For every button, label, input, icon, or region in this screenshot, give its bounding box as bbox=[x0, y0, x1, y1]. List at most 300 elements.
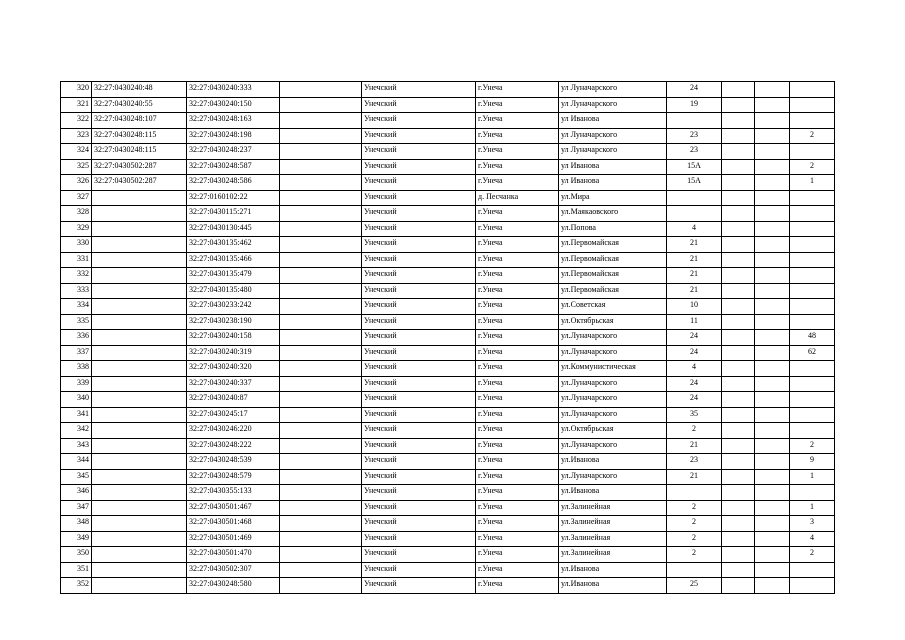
settlement: г.Унеча bbox=[476, 376, 559, 392]
table-row bbox=[61, 392, 835, 408]
district: Унечский bbox=[362, 113, 476, 129]
house-number: 2 bbox=[667, 531, 722, 547]
parent-cadastral-number bbox=[92, 206, 187, 222]
empty-cell bbox=[755, 268, 790, 284]
empty-cell bbox=[722, 531, 755, 547]
house-number: 24 bbox=[667, 392, 722, 408]
district: Унечский bbox=[362, 97, 476, 113]
apartment-number bbox=[790, 97, 835, 113]
street: ул Луначарского bbox=[559, 82, 667, 98]
cadastral-number: 32:27:0160102:22 bbox=[187, 190, 280, 206]
empty-cell bbox=[280, 206, 362, 222]
house-number: 4 bbox=[667, 221, 722, 237]
parent-cadastral-number bbox=[92, 190, 187, 206]
empty-cell bbox=[280, 438, 362, 454]
row-number: 327 bbox=[61, 190, 92, 206]
empty-cell bbox=[755, 392, 790, 408]
parent-cadastral-number bbox=[92, 221, 187, 237]
empty-cell bbox=[755, 516, 790, 532]
empty-cell bbox=[722, 562, 755, 578]
street: ул.Залинейная bbox=[559, 516, 667, 532]
house-number: 21 bbox=[667, 469, 722, 485]
street: ул.Иванова bbox=[559, 562, 667, 578]
empty-cell bbox=[280, 392, 362, 408]
empty-cell bbox=[722, 299, 755, 315]
district: Унечский bbox=[362, 128, 476, 144]
house-number: 21 bbox=[667, 252, 722, 268]
district: Унечский bbox=[362, 578, 476, 594]
cadastral-number: 32:27:0430501:467 bbox=[187, 500, 280, 516]
empty-cell bbox=[722, 407, 755, 423]
district: Унечский bbox=[362, 392, 476, 408]
empty-cell bbox=[280, 454, 362, 470]
table-row bbox=[61, 175, 835, 191]
apartment-number: 62 bbox=[790, 345, 835, 361]
cadastral-number: 32:27:0430502:307 bbox=[187, 562, 280, 578]
empty-cell bbox=[722, 237, 755, 253]
cadastral-number: 32:27:0430501:468 bbox=[187, 516, 280, 532]
empty-cell bbox=[722, 376, 755, 392]
settlement: г.Унеча bbox=[476, 113, 559, 129]
apartment-number bbox=[790, 206, 835, 222]
row-number: 340 bbox=[61, 392, 92, 408]
house-number bbox=[667, 562, 722, 578]
district: Унечский bbox=[362, 423, 476, 439]
district: Унечский bbox=[362, 361, 476, 377]
house-number: 24 bbox=[667, 82, 722, 98]
row-number: 320 bbox=[61, 82, 92, 98]
cadastral-number: 32:27:0430501:470 bbox=[187, 547, 280, 563]
empty-cell bbox=[280, 299, 362, 315]
empty-cell bbox=[755, 438, 790, 454]
empty-cell bbox=[722, 113, 755, 129]
row-number: 321 bbox=[61, 97, 92, 113]
empty-cell bbox=[280, 469, 362, 485]
empty-cell bbox=[755, 299, 790, 315]
apartment-number: 2 bbox=[790, 438, 835, 454]
table-row bbox=[61, 562, 835, 578]
cadastral-number: 32:27:0430240:337 bbox=[187, 376, 280, 392]
district: Унечский bbox=[362, 299, 476, 315]
settlement: г.Унеча bbox=[476, 314, 559, 330]
row-number: 323 bbox=[61, 128, 92, 144]
empty-cell bbox=[755, 330, 790, 346]
settlement: г.Унеча bbox=[476, 159, 559, 175]
cadastral-number: 32:27:0430240:333 bbox=[187, 82, 280, 98]
empty-cell bbox=[280, 547, 362, 563]
row-number: 335 bbox=[61, 314, 92, 330]
street: ул Иванова bbox=[559, 113, 667, 129]
apartment-number bbox=[790, 113, 835, 129]
district: Унечский bbox=[362, 82, 476, 98]
parent-cadastral-number bbox=[92, 252, 187, 268]
row-number: 344 bbox=[61, 454, 92, 470]
empty-cell bbox=[722, 345, 755, 361]
settlement: д. Песчанка bbox=[476, 190, 559, 206]
settlement: г.Унеча bbox=[476, 221, 559, 237]
table-row bbox=[61, 128, 835, 144]
settlement: г.Унеча bbox=[476, 454, 559, 470]
apartment-number bbox=[790, 283, 835, 299]
table-row bbox=[61, 159, 835, 175]
house-number: 24 bbox=[667, 345, 722, 361]
empty-cell bbox=[280, 221, 362, 237]
table-row bbox=[61, 283, 835, 299]
empty-cell bbox=[722, 469, 755, 485]
parent-cadastral-number: 32:27:0430248:115 bbox=[92, 128, 187, 144]
cadastral-number: 32:27:0430135:462 bbox=[187, 237, 280, 253]
street: ул.Залинейная bbox=[559, 531, 667, 547]
cadastral-number: 32:27:0430245:17 bbox=[187, 407, 280, 423]
empty-cell bbox=[755, 407, 790, 423]
apartment-number: 3 bbox=[790, 516, 835, 532]
row-number: 343 bbox=[61, 438, 92, 454]
cadastral-number: 32:27:0430135:466 bbox=[187, 252, 280, 268]
empty-cell bbox=[280, 361, 362, 377]
empty-cell bbox=[722, 578, 755, 594]
parent-cadastral-number bbox=[92, 345, 187, 361]
cadastral-number: 32:27:0430135:480 bbox=[187, 283, 280, 299]
empty-cell bbox=[280, 268, 362, 284]
house-number: 23 bbox=[667, 128, 722, 144]
cadastral-number: 32:27:0430240:150 bbox=[187, 97, 280, 113]
house-number: 2 bbox=[667, 500, 722, 516]
district: Унечский bbox=[362, 438, 476, 454]
apartment-number bbox=[790, 314, 835, 330]
settlement: г.Унеча bbox=[476, 392, 559, 408]
district: Унечский bbox=[362, 144, 476, 160]
empty-cell bbox=[280, 345, 362, 361]
row-number: 332 bbox=[61, 268, 92, 284]
empty-cell bbox=[755, 500, 790, 516]
cadastral-number: 32:27:0430248:586 bbox=[187, 175, 280, 191]
parent-cadastral-number bbox=[92, 314, 187, 330]
street: ул Луначарского bbox=[559, 128, 667, 144]
parent-cadastral-number bbox=[92, 283, 187, 299]
empty-cell bbox=[280, 252, 362, 268]
cadastral-number: 32:27:0430130:445 bbox=[187, 221, 280, 237]
settlement: г.Унеча bbox=[476, 206, 559, 222]
street: ул.Попова bbox=[559, 221, 667, 237]
parent-cadastral-number: 32:27:0430502:287 bbox=[92, 175, 187, 191]
empty-cell bbox=[722, 159, 755, 175]
district: Унечский bbox=[362, 376, 476, 392]
table-row bbox=[61, 113, 835, 129]
apartment-number: 2 bbox=[790, 547, 835, 563]
empty-cell bbox=[722, 97, 755, 113]
house-number: 21 bbox=[667, 438, 722, 454]
apartment-number bbox=[790, 190, 835, 206]
house-number: 21 bbox=[667, 283, 722, 299]
house-number: 24 bbox=[667, 376, 722, 392]
empty-cell bbox=[755, 314, 790, 330]
street: ул Иванова bbox=[559, 175, 667, 191]
parent-cadastral-number bbox=[92, 330, 187, 346]
parent-cadastral-number bbox=[92, 485, 187, 501]
table-row bbox=[61, 314, 835, 330]
settlement: г.Унеча bbox=[476, 516, 559, 532]
parent-cadastral-number: 32:27:0430240:55 bbox=[92, 97, 187, 113]
cadastral-number: 32:27:0430248:198 bbox=[187, 128, 280, 144]
cadastral-number: 32:27:0430501:469 bbox=[187, 531, 280, 547]
table-row bbox=[61, 578, 835, 594]
empty-cell bbox=[755, 283, 790, 299]
table-row bbox=[61, 252, 835, 268]
row-number: 346 bbox=[61, 485, 92, 501]
empty-cell bbox=[280, 500, 362, 516]
district: Унечский bbox=[362, 190, 476, 206]
cadastral-number: 32:27:0430135:479 bbox=[187, 268, 280, 284]
empty-cell bbox=[280, 516, 362, 532]
empty-cell bbox=[280, 97, 362, 113]
empty-cell bbox=[722, 221, 755, 237]
house-number: 15А bbox=[667, 175, 722, 191]
settlement: г.Унеча bbox=[476, 82, 559, 98]
district: Унечский bbox=[362, 547, 476, 563]
cadastral-number: 32:27:0430248:579 bbox=[187, 469, 280, 485]
row-number: 325 bbox=[61, 159, 92, 175]
row-number: 336 bbox=[61, 330, 92, 346]
apartment-number bbox=[790, 252, 835, 268]
street: ул Иванова bbox=[559, 159, 667, 175]
empty-cell bbox=[722, 547, 755, 563]
empty-cell bbox=[755, 113, 790, 129]
apartment-number bbox=[790, 299, 835, 315]
empty-cell bbox=[280, 562, 362, 578]
district: Унечский bbox=[362, 500, 476, 516]
empty-cell bbox=[722, 252, 755, 268]
district: Унечский bbox=[362, 454, 476, 470]
house-number: 11 bbox=[667, 314, 722, 330]
street: ул.Иванова bbox=[559, 578, 667, 594]
apartment-number bbox=[790, 361, 835, 377]
parent-cadastral-number: 32:27:0430502:287 bbox=[92, 159, 187, 175]
settlement: г.Унеча bbox=[476, 268, 559, 284]
street: ул.Луначарского bbox=[559, 469, 667, 485]
cadastral-number: 32:27:0430248:587 bbox=[187, 159, 280, 175]
empty-cell bbox=[755, 454, 790, 470]
cadastral-number: 32:27:0430115:271 bbox=[187, 206, 280, 222]
table-row bbox=[61, 500, 835, 516]
empty-cell bbox=[722, 268, 755, 284]
district: Унечский bbox=[362, 516, 476, 532]
settlement: г.Унеча bbox=[476, 547, 559, 563]
settlement: г.Унеча bbox=[476, 299, 559, 315]
empty-cell bbox=[280, 407, 362, 423]
row-number: 331 bbox=[61, 252, 92, 268]
table-row bbox=[61, 361, 835, 377]
apartment-number: 1 bbox=[790, 175, 835, 191]
settlement: г.Унеча bbox=[476, 531, 559, 547]
row-number: 347 bbox=[61, 500, 92, 516]
empty-cell bbox=[755, 361, 790, 377]
apartment-number: 9 bbox=[790, 454, 835, 470]
apartment-number bbox=[790, 237, 835, 253]
empty-cell bbox=[280, 190, 362, 206]
street: ул.Иванова bbox=[559, 485, 667, 501]
row-number: 333 bbox=[61, 283, 92, 299]
apartment-number: 1 bbox=[790, 500, 835, 516]
table-row bbox=[61, 423, 835, 439]
district: Унечский bbox=[362, 268, 476, 284]
settlement: г.Унеча bbox=[476, 144, 559, 160]
row-number: 330 bbox=[61, 237, 92, 253]
apartment-number bbox=[790, 562, 835, 578]
row-number: 339 bbox=[61, 376, 92, 392]
street: ул.Октябрьская bbox=[559, 314, 667, 330]
empty-cell bbox=[722, 423, 755, 439]
street: ул.Октябрьская bbox=[559, 423, 667, 439]
street: ул.Луначарского bbox=[559, 438, 667, 454]
street: ул.Залинейная bbox=[559, 500, 667, 516]
empty-cell bbox=[722, 82, 755, 98]
settlement: г.Унеча bbox=[476, 485, 559, 501]
row-number: 334 bbox=[61, 299, 92, 315]
parent-cadastral-number bbox=[92, 578, 187, 594]
row-number: 338 bbox=[61, 361, 92, 377]
street: ул Луначарского bbox=[559, 97, 667, 113]
empty-cell bbox=[280, 237, 362, 253]
cadastral-number: 32:27:0430240:158 bbox=[187, 330, 280, 346]
empty-cell bbox=[755, 206, 790, 222]
parent-cadastral-number bbox=[92, 268, 187, 284]
cadastral-number: 32:27:0430248:580 bbox=[187, 578, 280, 594]
empty-cell bbox=[722, 314, 755, 330]
cadastral-number: 32:27:0430246:220 bbox=[187, 423, 280, 439]
street: ул.Первомайская bbox=[559, 283, 667, 299]
table-row bbox=[61, 299, 835, 315]
district: Унечский bbox=[362, 221, 476, 237]
parent-cadastral-number bbox=[92, 237, 187, 253]
empty-cell bbox=[755, 252, 790, 268]
empty-cell bbox=[755, 175, 790, 191]
street: ул.Маякаовского bbox=[559, 206, 667, 222]
cadastral-number: 32:27:0430240:87 bbox=[187, 392, 280, 408]
empty-cell bbox=[755, 144, 790, 160]
district: Унечский bbox=[362, 159, 476, 175]
settlement: г.Унеча bbox=[476, 283, 559, 299]
cadastral-number: 32:27:0430233:242 bbox=[187, 299, 280, 315]
empty-cell bbox=[280, 578, 362, 594]
apartment-number: 1 bbox=[790, 469, 835, 485]
empty-cell bbox=[755, 531, 790, 547]
district: Унечский bbox=[362, 531, 476, 547]
district: Унечский bbox=[362, 345, 476, 361]
empty-cell bbox=[280, 423, 362, 439]
apartment-number: 2 bbox=[790, 128, 835, 144]
house-number: 25 bbox=[667, 578, 722, 594]
empty-cell bbox=[280, 283, 362, 299]
settlement: г.Унеча bbox=[476, 578, 559, 594]
apartment-number: 4 bbox=[790, 531, 835, 547]
street: ул.Первомайская bbox=[559, 268, 667, 284]
empty-cell bbox=[280, 531, 362, 547]
table-row bbox=[61, 330, 835, 346]
table-row bbox=[61, 345, 835, 361]
empty-cell bbox=[280, 376, 362, 392]
house-number: 35 bbox=[667, 407, 722, 423]
district: Унечский bbox=[362, 175, 476, 191]
settlement: г.Унеча bbox=[476, 128, 559, 144]
street: ул.Луначарского bbox=[559, 407, 667, 423]
settlement: г.Унеча bbox=[476, 438, 559, 454]
row-number: 348 bbox=[61, 516, 92, 532]
settlement: г.Унеча bbox=[476, 252, 559, 268]
empty-cell bbox=[280, 144, 362, 160]
parent-cadastral-number: 32:27:0430240:48 bbox=[92, 82, 187, 98]
parent-cadastral-number bbox=[92, 299, 187, 315]
settlement: г.Унеча bbox=[476, 500, 559, 516]
empty-cell bbox=[722, 516, 755, 532]
parent-cadastral-number bbox=[92, 500, 187, 516]
street: ул.Коммунистическая bbox=[559, 361, 667, 377]
parent-cadastral-number bbox=[92, 423, 187, 439]
settlement: г.Унеча bbox=[476, 562, 559, 578]
apartment-number: 2 bbox=[790, 159, 835, 175]
cadastral-number: 32:27:0430355:133 bbox=[187, 485, 280, 501]
parent-cadastral-number bbox=[92, 407, 187, 423]
table-row bbox=[61, 438, 835, 454]
table-row bbox=[61, 82, 835, 98]
house-number bbox=[667, 190, 722, 206]
property-register-table bbox=[60, 81, 835, 594]
empty-cell bbox=[722, 283, 755, 299]
cadastral-number: 32:27:0430238:190 bbox=[187, 314, 280, 330]
table-row bbox=[61, 469, 835, 485]
house-number: 2 bbox=[667, 423, 722, 439]
row-number: 328 bbox=[61, 206, 92, 222]
apartment-number bbox=[790, 268, 835, 284]
table-row bbox=[61, 547, 835, 563]
cadastral-number: 32:27:0430248:539 bbox=[187, 454, 280, 470]
empty-cell bbox=[722, 330, 755, 346]
empty-cell bbox=[280, 82, 362, 98]
district: Унечский bbox=[362, 469, 476, 485]
register-body bbox=[61, 82, 835, 594]
empty-cell bbox=[722, 190, 755, 206]
row-number: 337 bbox=[61, 345, 92, 361]
empty-cell bbox=[722, 438, 755, 454]
parent-cadastral-number: 32:27:0430248:107 bbox=[92, 113, 187, 129]
table-row bbox=[61, 454, 835, 470]
settlement: г.Унеча bbox=[476, 423, 559, 439]
empty-cell bbox=[280, 175, 362, 191]
empty-cell bbox=[755, 562, 790, 578]
district: Унечский bbox=[362, 407, 476, 423]
street: ул.Луначарского bbox=[559, 376, 667, 392]
row-number: 324 bbox=[61, 144, 92, 160]
empty-cell bbox=[755, 345, 790, 361]
table-row bbox=[61, 531, 835, 547]
empty-cell bbox=[755, 423, 790, 439]
empty-cell bbox=[722, 175, 755, 191]
parent-cadastral-number bbox=[92, 392, 187, 408]
table-row bbox=[61, 221, 835, 237]
empty-cell bbox=[722, 361, 755, 377]
district: Унечский bbox=[362, 562, 476, 578]
house-number: 2 bbox=[667, 516, 722, 532]
street: ул.Иванова bbox=[559, 454, 667, 470]
settlement: г.Унеча bbox=[476, 345, 559, 361]
empty-cell bbox=[280, 128, 362, 144]
cadastral-number: 32:27:0430248:237 bbox=[187, 144, 280, 160]
empty-cell bbox=[280, 159, 362, 175]
empty-cell bbox=[755, 159, 790, 175]
parent-cadastral-number bbox=[92, 531, 187, 547]
empty-cell bbox=[755, 578, 790, 594]
settlement: г.Унеча bbox=[476, 175, 559, 191]
cadastral-number: 32:27:0430240:320 bbox=[187, 361, 280, 377]
